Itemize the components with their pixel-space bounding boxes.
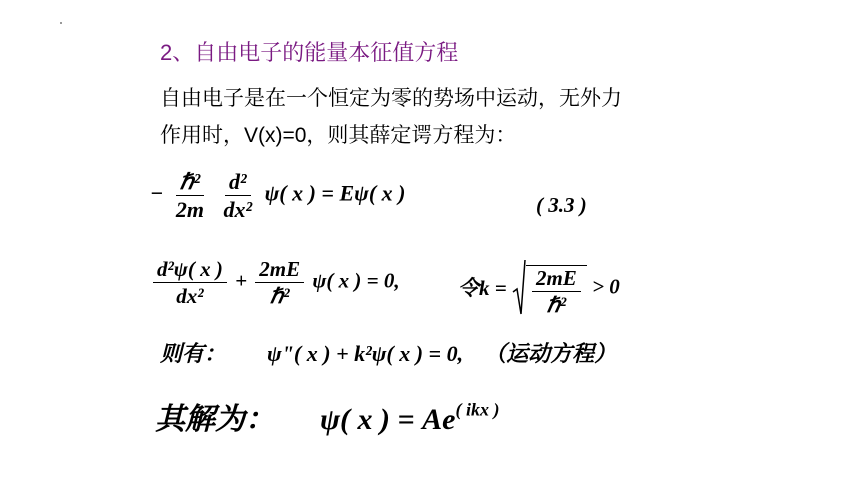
solution-line — [155, 394, 499, 438]
hbar-over-2m: $\frac{\text{ℏ²}}{2m}$ — [175, 169, 204, 223]
motion-equation-line — [160, 337, 616, 368]
equation-reduced-rest: ψ( x ) = 0, — [312, 268, 400, 293]
second-derivative-operator: $\frac{\text{d²}}{\text{dx²}}$ — [223, 169, 253, 223]
motion-equation-note: （运动方程） — [484, 341, 617, 366]
solution-label: 其解为： — [155, 403, 275, 436]
minus-sign: − — [150, 180, 164, 206]
sqrt-fraction: $\frac{2mE}{\text{ℏ²}}$ — [532, 267, 581, 316]
psi-second-derivative: $\frac{\text{d²ψ( x )}}{\text{dx²}}$ — [153, 258, 227, 307]
solution-expression: ψ( x ) = Ae — [320, 403, 456, 436]
square-root — [512, 258, 587, 316]
solution-exponent: ( ikx ) — [455, 399, 500, 420]
equation-3-3 — [150, 170, 405, 221]
positive-condition: > 0 — [592, 274, 620, 299]
then-label: 则有： — [160, 341, 227, 366]
intro-line-1: 自由电子是在一个恒定为零的势场中运动，无外力 — [160, 87, 622, 110]
radical-sign-icon — [512, 258, 526, 316]
intro-line-2: 作用时，V(x)=0，则其薛定谔方程为： — [160, 124, 517, 147]
equation-reduced — [150, 258, 400, 307]
section-heading: 2、自由电子的能量本征值方程 — [160, 40, 459, 65]
decorative-dot — [60, 22, 62, 24]
let-k-label: 令k = — [458, 276, 507, 300]
two-m-e-over-hbar: $\frac{2mE}{\text{ℏ²}}$ — [255, 258, 304, 307]
motion-equation: ψ"( x ) + k²ψ( x ) = 0, — [267, 341, 464, 366]
equation-rhs: ψ( x ) = Eψ( x ) — [264, 180, 406, 206]
k-definition — [458, 258, 620, 316]
equation-number: ( 3.3 ) — [536, 193, 587, 217]
plus-sign: + — [235, 268, 248, 293]
